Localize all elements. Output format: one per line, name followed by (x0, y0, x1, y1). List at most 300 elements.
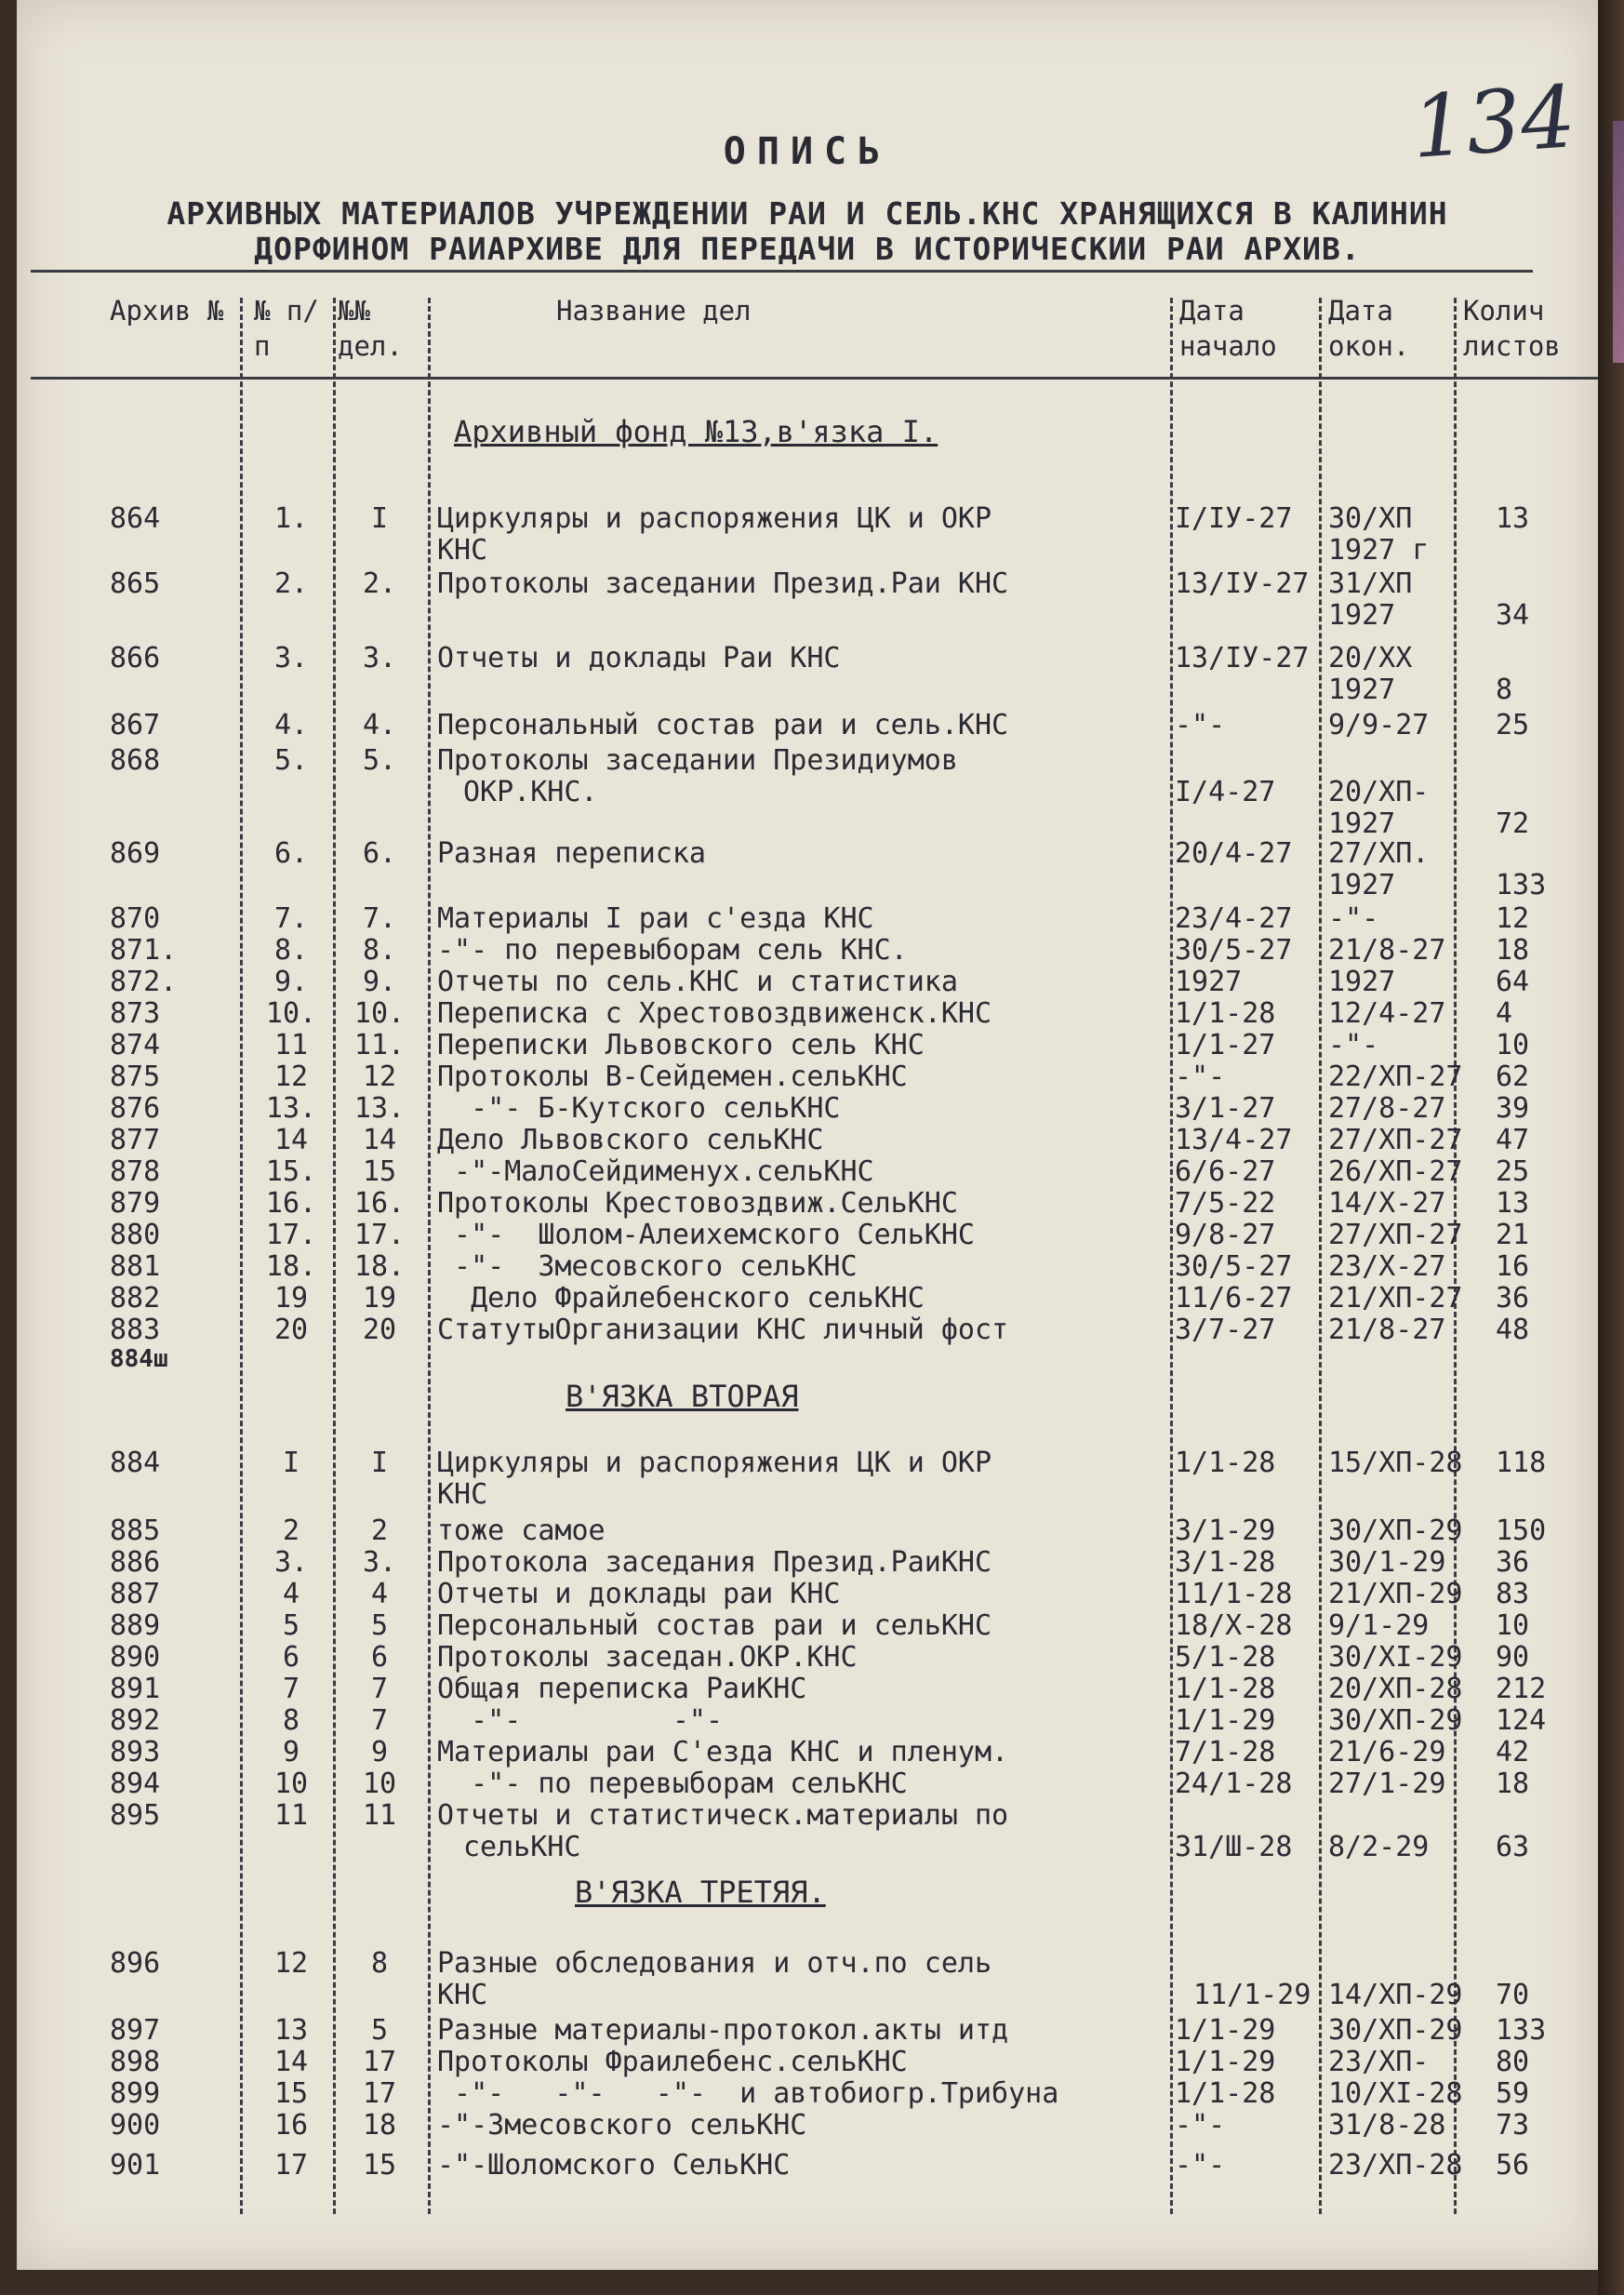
item-number: I (282, 1447, 300, 1479)
case-title: -"- -"- -"- и автобиогр.Трибуна (437, 2077, 1059, 2110)
sheet-count: 150 (1496, 1514, 1547, 1547)
case-number: 9. (362, 966, 397, 998)
item-number: 17. (265, 1219, 317, 1251)
start-date: 1/1-29 (1175, 2046, 1276, 2078)
case-title-cont: сельКНС (463, 1831, 581, 1863)
sheet-count: 133 (1496, 2014, 1547, 2047)
item-number: 2 (282, 1514, 300, 1547)
archive-number: 877 (110, 1124, 161, 1156)
archive-number: 864 (110, 502, 161, 535)
table-row (17, 567, 1598, 599)
title-rule (31, 270, 1533, 273)
item-number: 9 (282, 1736, 300, 1768)
item-number: 6 (282, 1641, 300, 1674)
sheet-count: 80 (1496, 2046, 1530, 2078)
case-number: 15 (362, 1155, 397, 1188)
case-number: 20 (362, 1314, 397, 1346)
item-number: 12 (273, 1061, 309, 1093)
end-date: 9/9-27 (1328, 709, 1430, 741)
start-date: 3/7-27 (1175, 1314, 1276, 1346)
item-number: 3. (273, 1546, 309, 1579)
case-title-cont: КНС (437, 534, 488, 567)
case-title: Отчеты по сель.КНС и статистика (437, 966, 958, 998)
archive-number: 884 (110, 1447, 161, 1479)
sheet-count: 36 (1496, 1546, 1530, 1579)
start-date: 1/1-28 (1175, 1447, 1276, 1479)
table-row-continuation (17, 1478, 1598, 1510)
end-date: 30/ХП-29 (1328, 2014, 1463, 2047)
folio-number: 134 (1408, 67, 1579, 178)
item-number: 6. (273, 837, 309, 870)
header-number: № п/п (254, 295, 319, 362)
start-date: 7/5-22 (1175, 1187, 1276, 1220)
archive-number: 883 (110, 1314, 161, 1346)
sheet-count: 34 (1496, 599, 1530, 632)
item-number: 14 (273, 1124, 309, 1156)
case-number: 6 (370, 1641, 389, 1674)
start-date: 1/1-27 (1175, 1029, 1276, 1061)
end-date-cont: 1927 (1328, 869, 1396, 901)
table-row (17, 1061, 1598, 1092)
start-date: 23/4-27 (1175, 902, 1293, 935)
end-date: 27/ХП-27 (1328, 1219, 1463, 1251)
case-number: 16. (353, 1187, 406, 1220)
table-row-continuation (17, 599, 1598, 631)
case-number: 11. (353, 1029, 406, 1061)
end-date: -"- (1328, 1029, 1379, 1061)
case-number: 17 (362, 2046, 397, 2078)
case-number: 5 (370, 2014, 389, 2047)
case-number: 18. (353, 1250, 406, 1283)
table-row (17, 1092, 1598, 1124)
case-number: 4 (370, 1578, 389, 1610)
sheet-count: 70 (1496, 1979, 1530, 2011)
case-number: 9 (370, 1736, 389, 1768)
table-row-continuation (17, 807, 1598, 839)
stray-archive-mark: 884ш (110, 1345, 168, 1373)
sheet-count: 16 (1496, 1250, 1530, 1283)
end-date: 26/ХП-27 (1328, 1155, 1463, 1188)
case-title-cont: КНС (437, 1478, 488, 1511)
archive-number: 899 (110, 2077, 161, 2110)
archive-number: 891 (110, 1673, 161, 1705)
case-number: 2 (370, 1514, 389, 1547)
archive-number: 869 (110, 837, 161, 870)
case-title: Дело Фрайлебенского сельКНС (437, 1282, 925, 1314)
start-date: I/4-27 (1175, 776, 1276, 808)
archive-number: 895 (110, 1799, 161, 1832)
archive-number: 886 (110, 1546, 161, 1579)
end-date: 30/ХП-29 (1328, 1704, 1463, 1737)
case-title: -"-МалоСейдименух.сельКНС (437, 1155, 874, 1188)
item-number: 20 (273, 1314, 309, 1346)
table-row-continuation (17, 534, 1598, 566)
end-date: 10/ХI-28 (1328, 2077, 1463, 2110)
case-title: Общая переписка РаиКНС (437, 1673, 807, 1705)
table-row (17, 1155, 1598, 1187)
item-number: 13 (273, 2014, 309, 2047)
start-date: 13/IУ-27 (1175, 642, 1310, 674)
archive-number: 896 (110, 1947, 161, 1980)
table-row (17, 934, 1598, 966)
start-date: -"- (1175, 1061, 1226, 1093)
table-row (17, 1219, 1598, 1250)
end-date-cont: 1927 г (1328, 534, 1430, 567)
case-title: Отчеты и статистическ.материалы по (437, 1799, 1009, 1832)
archive-number: 880 (110, 1219, 161, 1251)
item-number: 10 (273, 1768, 309, 1800)
item-number: 4 (282, 1578, 300, 1610)
case-title-cont: КНС (437, 1979, 488, 2011)
end-date: 27/1-29 (1328, 1768, 1446, 1800)
case-title: Циркуляры и распоряжения ЦК и ОКР (437, 1447, 992, 1479)
archive-number: 865 (110, 567, 161, 600)
sheet-count: 118 (1496, 1447, 1547, 1479)
archive-number: 875 (110, 1061, 161, 1093)
purple-edge-mark (1613, 121, 1624, 363)
doc-title: ОПИСЬ (723, 130, 892, 173)
end-date: 1927 (1328, 966, 1396, 998)
case-title: Протоколы Фраилебенс.сельКНС (437, 2046, 908, 2078)
start-date: 3/1-29 (1175, 1514, 1276, 1547)
end-date: 8/2-29 (1328, 1831, 1430, 1863)
case-title-cont: ОКР.КНС. (463, 776, 598, 808)
sheet-count: 56 (1496, 2149, 1530, 2182)
archive-number: 890 (110, 1641, 161, 1674)
case-number: 3. (362, 1546, 397, 1579)
item-number: 5. (273, 744, 309, 777)
header-start-date: Дата начало (1179, 295, 1277, 362)
archive-number: 882 (110, 1282, 161, 1314)
end-date: 30/1-29 (1328, 1546, 1446, 1579)
archive-number: 889 (110, 1609, 161, 1642)
end-date: 23/ХП-28 (1328, 2149, 1463, 2182)
table-row (17, 1282, 1598, 1314)
case-title: -"-Змесовского сельКНС (437, 2109, 807, 2142)
case-number: 15 (362, 2149, 397, 2182)
archive-number: 893 (110, 1736, 161, 1768)
case-number: I (370, 502, 389, 535)
end-date: 23/Х-27 (1328, 1250, 1446, 1283)
table-row (17, 1187, 1598, 1219)
section-heading-3: В'ЯЗКА ТРЕТЯЯ. (575, 1875, 826, 1910)
sheet-count: 13 (1496, 502, 1530, 535)
table-row-continuation (17, 776, 1598, 807)
end-date: 21/ХП-29 (1328, 1578, 1463, 1610)
end-date: 12/4-27 (1328, 997, 1446, 1030)
case-number: I (370, 1447, 389, 1479)
archive-number: 885 (110, 1514, 161, 1547)
end-date-cont: 1927 (1328, 807, 1396, 840)
start-date: -"- (1175, 2149, 1226, 2182)
case-title: Отчеты и доклады Раи КНС (437, 642, 841, 674)
end-date: 21/6-29 (1328, 1736, 1446, 1768)
case-number: 3. (362, 642, 397, 674)
archive-number: 878 (110, 1155, 161, 1188)
case-number: 17 (362, 2077, 397, 2110)
case-title: -"- Б-Кутского сельКНС (437, 1092, 841, 1125)
case-title: Протоколы заседании Президиумов (437, 744, 958, 777)
sheet-count: 48 (1496, 1314, 1530, 1346)
start-date: 1/1-28 (1175, 997, 1276, 1030)
sheet-count: 64 (1496, 966, 1530, 998)
start-date: 18/Х-28 (1175, 1609, 1293, 1642)
start-date: 6/6-27 (1175, 1155, 1276, 1188)
table-row (17, 709, 1598, 741)
case-number: 17. (353, 1219, 406, 1251)
end-date: 27/ХП. (1328, 837, 1430, 870)
case-number: 7. (362, 902, 397, 935)
sheet-count: 25 (1496, 709, 1530, 741)
case-title: Переписка с Хрестовоздвиженск.КНС (437, 997, 992, 1030)
item-number: 11 (273, 1799, 309, 1832)
end-date-cont: 1927 (1328, 599, 1396, 632)
table-row (17, 1447, 1598, 1478)
table-row (17, 2109, 1598, 2141)
table-row (17, 1736, 1598, 1768)
archive-number: 881 (110, 1250, 161, 1283)
header-sheet-count: Колич листов (1463, 295, 1561, 362)
case-title: Переписки Львовского сель КНС (437, 1029, 925, 1061)
case-number: 13. (353, 1092, 406, 1125)
archive-number: 900 (110, 2109, 161, 2142)
item-number: 15. (265, 1155, 317, 1188)
case-number: 14 (362, 1124, 397, 1156)
end-date: 9/1-29 (1328, 1609, 1430, 1642)
table-row (17, 966, 1598, 997)
archive-number: 867 (110, 709, 161, 741)
sheet-count: 10 (1496, 1609, 1530, 1642)
document-page (17, 0, 1598, 2270)
case-number: 7 (370, 1673, 389, 1705)
table-row (17, 1514, 1598, 1546)
sheet-count: 73 (1496, 2109, 1530, 2142)
sheet-count: 133 (1496, 869, 1547, 901)
sheet-count: 21 (1496, 1219, 1530, 1251)
table-row (17, 1124, 1598, 1155)
header-archive: Архив № (110, 295, 224, 327)
sheet-count: 18 (1496, 934, 1530, 967)
end-date: 31/8-28 (1328, 2109, 1446, 2142)
case-title: Материалы раи С'езда КНС и пленум. (437, 1736, 1009, 1768)
start-date: 30/5-27 (1175, 1250, 1293, 1283)
start-date: 9/8-27 (1175, 1219, 1276, 1251)
table-row (17, 1546, 1598, 1578)
archive-number: 894 (110, 1768, 161, 1800)
table-row (17, 1799, 1598, 1831)
item-number: 18. (265, 1250, 317, 1283)
sheet-count: 47 (1496, 1124, 1530, 1156)
case-title: Отчеты и доклады раи КНС (437, 1578, 841, 1610)
start-date: 31/Ш-28 (1175, 1831, 1293, 1863)
end-date: 30/ХП (1328, 502, 1413, 535)
table-row (17, 997, 1598, 1029)
table-row (17, 902, 1598, 934)
section-heading-1: Архивный фонд №13,в'язка I. (454, 414, 938, 449)
item-number: 8. (273, 934, 309, 967)
table-row (17, 1947, 1598, 1979)
sheet-count: 18 (1496, 1768, 1530, 1800)
case-title: тоже самое (437, 1514, 606, 1547)
header-end-date: Дата окон. (1328, 295, 1410, 362)
archive-number: 898 (110, 2046, 161, 2078)
case-number: 19 (362, 1282, 397, 1314)
sheet-count: 42 (1496, 1736, 1530, 1768)
case-number: 5 (370, 1609, 389, 1642)
case-number: 11 (362, 1799, 397, 1832)
table-row (17, 1609, 1598, 1641)
sheet-count: 13 (1496, 1187, 1530, 1220)
table-row (17, 2014, 1598, 2046)
start-date: 1927 (1175, 966, 1243, 998)
start-date: 1/1-28 (1175, 2077, 1276, 2110)
item-number: 5 (282, 1609, 300, 1642)
case-title: Разные обследования и отч.по сель (437, 1947, 992, 1980)
table-row (17, 1768, 1598, 1799)
case-title: -"- по перевыборам сель КНС. (437, 934, 908, 967)
table-row (17, 1314, 1598, 1345)
case-title: -"- Змесовского сельКНС (437, 1250, 858, 1283)
item-number: 13. (265, 1092, 317, 1125)
table-row (17, 502, 1598, 534)
case-number: 8 (370, 1947, 389, 1980)
table-row (17, 2046, 1598, 2077)
item-number: 7 (282, 1673, 300, 1705)
start-date: 3/1-28 (1175, 1546, 1276, 1579)
sheet-count: 4 (1496, 997, 1513, 1030)
sheet-count: 25 (1496, 1155, 1530, 1188)
table-row (17, 2077, 1598, 2109)
table-row (17, 1641, 1598, 1673)
item-number: 16. (265, 1187, 317, 1220)
archive-number: 872. (110, 966, 178, 998)
sheet-count: 63 (1496, 1831, 1530, 1863)
item-number: 16 (273, 2109, 309, 2142)
start-date: 30/5-27 (1175, 934, 1293, 967)
table-row-continuation (17, 1979, 1598, 2010)
item-number: 17 (273, 2149, 309, 2182)
start-date: 13/IУ-27 (1175, 567, 1310, 600)
sheet-count: 8 (1496, 674, 1513, 706)
sheet-count: 39 (1496, 1092, 1530, 1125)
archive-number: 866 (110, 642, 161, 674)
end-date: 21/ХП-27 (1328, 1282, 1463, 1314)
item-number: 9. (273, 966, 309, 998)
item-number: 8 (282, 1704, 300, 1737)
item-number: 3. (273, 642, 309, 674)
end-date: -"- (1328, 902, 1379, 935)
end-date: 30/ХП-29 (1328, 1514, 1463, 1547)
start-date: 1/1-29 (1175, 1704, 1276, 1737)
case-title: Материалы I раи с'езда КНС (437, 902, 874, 935)
case-title: Разная переписка (437, 837, 706, 870)
sheet-count: 83 (1496, 1578, 1530, 1610)
case-title: Протоколы В-Сейдемен.сельКНС (437, 1061, 908, 1093)
archive-number: 879 (110, 1187, 161, 1220)
table-row-continuation (17, 869, 1598, 901)
sheet-count: 90 (1496, 1641, 1530, 1674)
case-number: 12 (362, 1061, 397, 1093)
end-date: 20/ХХ (1328, 642, 1413, 674)
start-date: 3/1-27 (1175, 1092, 1276, 1125)
end-date: 14/ХП-29 (1328, 1979, 1463, 2011)
item-number: 7. (273, 902, 309, 935)
end-date: 21/8-27 (1328, 934, 1446, 967)
table-row-continuation (17, 674, 1598, 705)
sheet-count: 124 (1496, 1704, 1547, 1737)
item-number: 14 (273, 2046, 309, 2078)
start-date: 7/1-28 (1175, 1736, 1276, 1768)
archive-number: 887 (110, 1578, 161, 1610)
archive-number: 897 (110, 2014, 161, 2047)
case-number: 2. (362, 567, 397, 600)
case-title: Персональный состав раи и сельКНС (437, 1609, 992, 1642)
item-number: 1. (273, 502, 309, 535)
case-title: СтатутыОрганизации КНС личный фост (437, 1314, 1009, 1346)
start-date: 11/1-28 (1175, 1578, 1293, 1610)
case-title: -"-Шоломского СельКНС (437, 2149, 791, 2182)
start-date: -"- (1175, 709, 1226, 741)
start-date: 11/6-27 (1175, 1282, 1293, 1314)
item-number: 15 (273, 2077, 309, 2110)
archive-number: 870 (110, 902, 161, 935)
table-row (17, 1578, 1598, 1609)
start-date: 13/4-27 (1175, 1124, 1293, 1156)
end-date: 20/ХП-28 (1328, 1673, 1463, 1705)
end-date: 21/8-27 (1328, 1314, 1446, 1346)
case-title: Протокола заседания Презид.РаиКНС (437, 1546, 992, 1579)
archive-number: 868 (110, 744, 161, 777)
case-title: Циркуляры и распоряжения ЦК и ОКР (437, 502, 992, 535)
case-number: 10 (362, 1768, 397, 1800)
sheet-count: 36 (1496, 1282, 1530, 1314)
sheet-count: 12 (1496, 902, 1530, 935)
case-title: Дело Львовского сельКНС (437, 1124, 824, 1156)
doc-subtitle-line2: ДОРФИНОМ РАИАРХИВЕ ДЛЯ ПЕРЕДАЧИ В ИСТОРИЧЕСКИИ РАИ АРХИВ. (254, 231, 1361, 267)
start-date: 11/1-29 (1193, 1979, 1311, 2011)
sheet-count: 72 (1496, 807, 1530, 840)
doc-subtitle-line1: АРХИВНЫХ МАТЕРИАЛОВ УЧРЕЖДЕНИИ РАИ И СЕЛЬ.КНС ХРАНЯЩИХСЯ В КАЛИНИН (166, 195, 1448, 232)
case-title: Протоколы Крестовоздвиж.СельКНС (437, 1187, 958, 1220)
case-number: 5. (362, 744, 397, 777)
end-date: 14/Х-27 (1328, 1187, 1446, 1220)
archive-number: 871. (110, 934, 178, 967)
case-title: -"- Шолом-Алеихемского СельКНС (437, 1219, 975, 1251)
case-number: 6. (362, 837, 397, 870)
archive-number: 874 (110, 1029, 161, 1061)
start-date: 1/1-28 (1175, 1673, 1276, 1705)
end-date: 20/ХП- (1328, 776, 1430, 808)
archive-number: 876 (110, 1092, 161, 1125)
table-row (17, 1673, 1598, 1704)
case-number: 10. (353, 997, 406, 1030)
item-number: 12 (273, 1947, 309, 1980)
archive-number: 892 (110, 1704, 161, 1737)
case-title: Протоколы заседании Презид.Раи КНС (437, 567, 1009, 600)
end-date: 30/ХI-29 (1328, 1641, 1463, 1674)
section-heading-2: В'ЯЗКА ВТОРАЯ (566, 1379, 799, 1414)
end-date: 15/ХП-28 (1328, 1447, 1463, 1479)
table-row (17, 837, 1598, 869)
sheet-count: 59 (1496, 2077, 1530, 2110)
end-date: 22/ХП-27 (1328, 1061, 1463, 1093)
item-number: 19 (273, 1282, 309, 1314)
archive-number: 901 (110, 2149, 161, 2182)
table-row (17, 642, 1598, 674)
table-row-continuation (17, 1831, 1598, 1862)
item-number: 2. (273, 567, 309, 600)
sheet-count: 212 (1496, 1673, 1547, 1705)
